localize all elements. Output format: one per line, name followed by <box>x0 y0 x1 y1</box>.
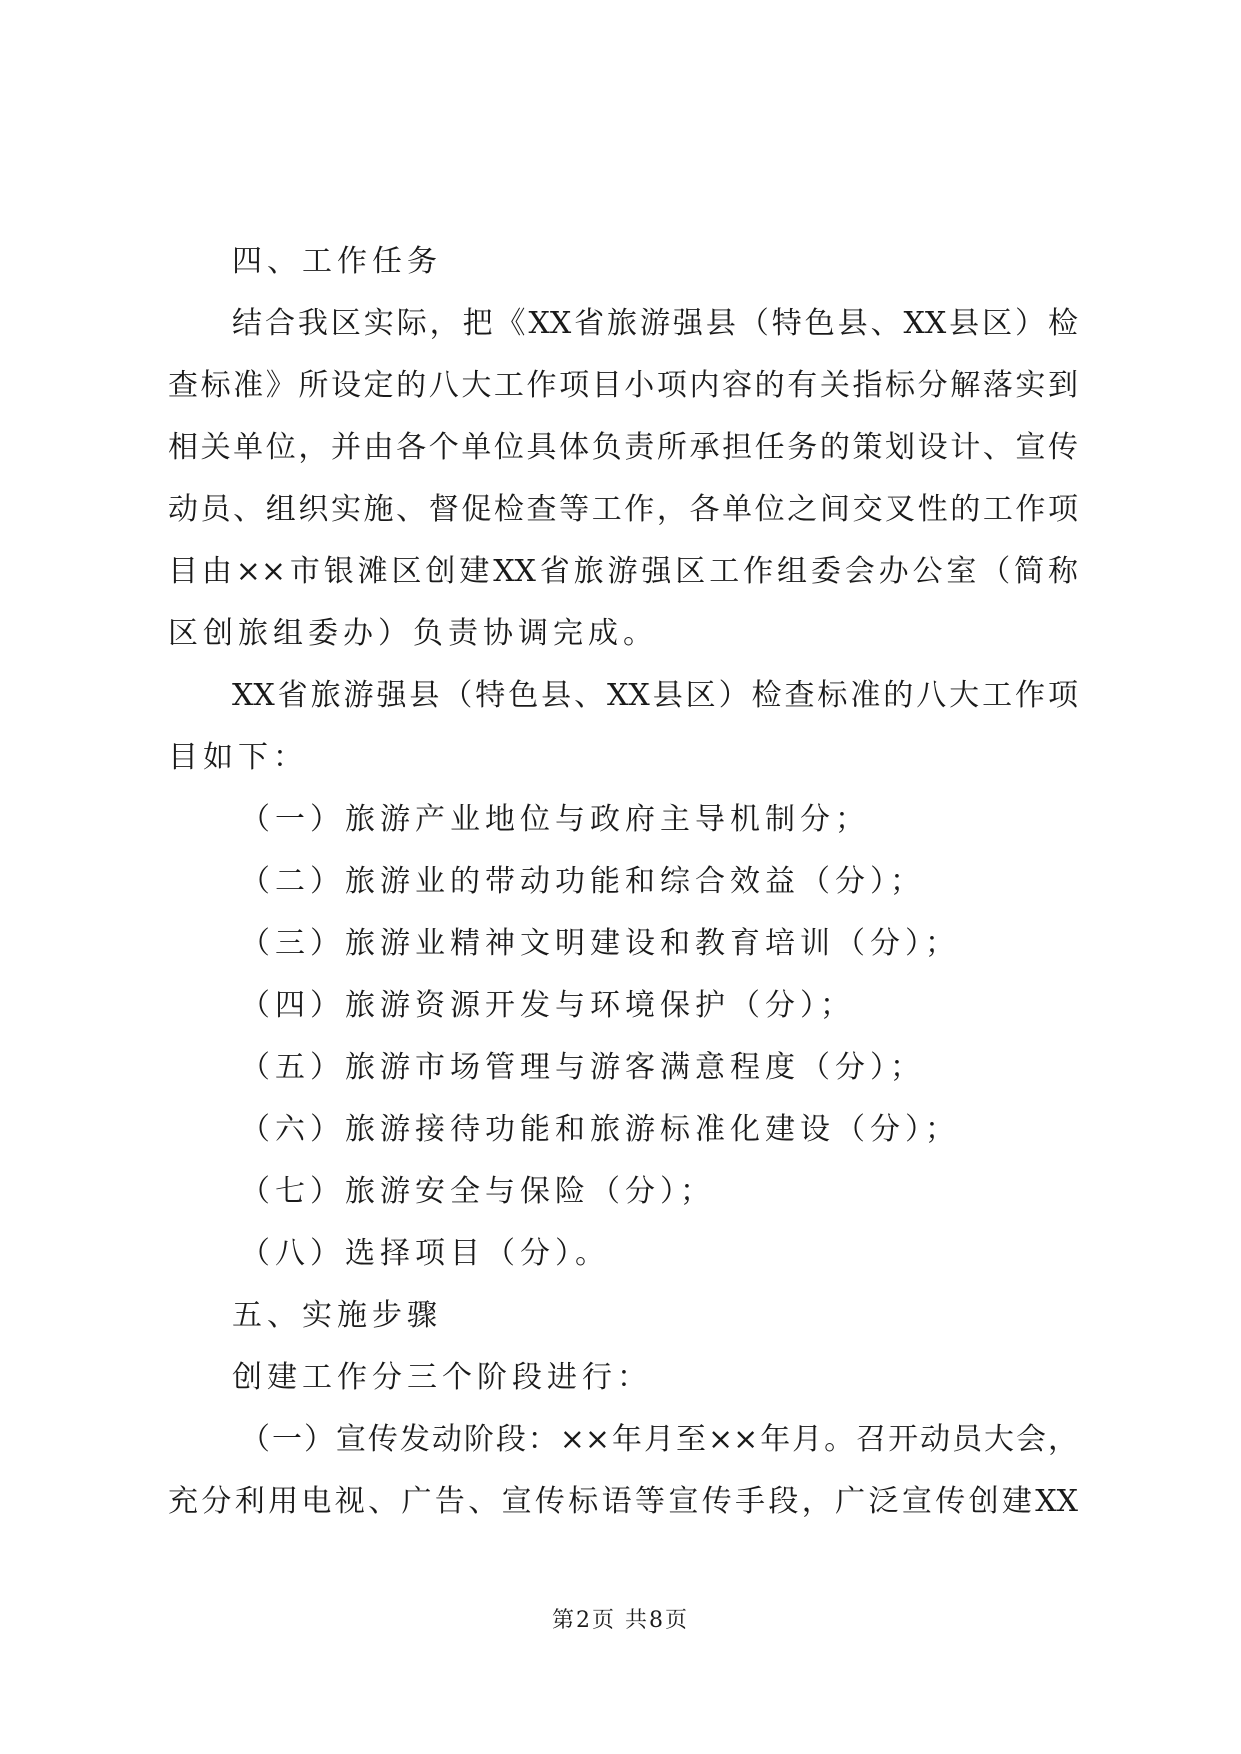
list-item: （五）旅游市场管理与游客满意程度（分）； <box>240 1050 925 1085</box>
paragraph-line: 目由××市银滩区创建XX省旅游强区工作组委会办公室（简称 <box>168 554 1078 589</box>
paragraph-line: 相关单位，并由各个单位具体负责所承担任务的策划设计、宣传 <box>168 430 1078 465</box>
paragraph-line: 查标准》所设定的八大工作项目小项内容的有关指标分解落实到 <box>168 368 1078 403</box>
paragraph-line: 目如下： <box>168 740 308 775</box>
list-item: （六）旅游接待功能和旅游标准化建设（分）； <box>240 1112 960 1147</box>
paragraph-line: 充分利用电视、广告、宣传标语等宣传手段，广泛宣传创建XX <box>168 1484 1078 1519</box>
list-item: （四）旅游资源开发与环境保护（分）； <box>240 988 855 1023</box>
list-item: （一）旅游产业地位与政府主导机制分； <box>240 802 870 837</box>
paragraph-line: 动员、组织实施、督促检查等工作，各单位之间交叉性的工作项 <box>168 492 1078 527</box>
paragraph-line: XX省旅游强县（特色县、XX县区）检查标准的八大工作项 <box>232 678 1078 713</box>
list-item: （三）旅游业精神文明建设和教育培训（分）； <box>240 926 960 961</box>
paragraph-line: 结合我区实际，把《XX省旅游强县（特色县、XX县区）检 <box>232 306 1078 341</box>
paragraph-line: 创建工作分三个阶段进行： <box>232 1360 652 1395</box>
paragraph-line: 区创旅组委办）负责协调完成。 <box>168 616 658 651</box>
paragraph-line: （一）宣传发动阶段：××年月至××年月。召开动员大会， <box>240 1422 1078 1457</box>
section-heading-implementation-steps: 五、实施步骤 <box>232 1298 442 1333</box>
document-body <box>168 231 1078 1533</box>
section-heading-work-tasks: 四、工作任务 <box>232 244 442 279</box>
list-item: （七）旅游安全与保险（分）； <box>240 1174 715 1209</box>
list-item: （八）选择项目（分）。 <box>240 1236 610 1271</box>
list-item: （二）旅游业的带动功能和综合效益（分）； <box>240 864 925 899</box>
page-number-footer: 第2页 共8页 <box>552 1608 689 1633</box>
